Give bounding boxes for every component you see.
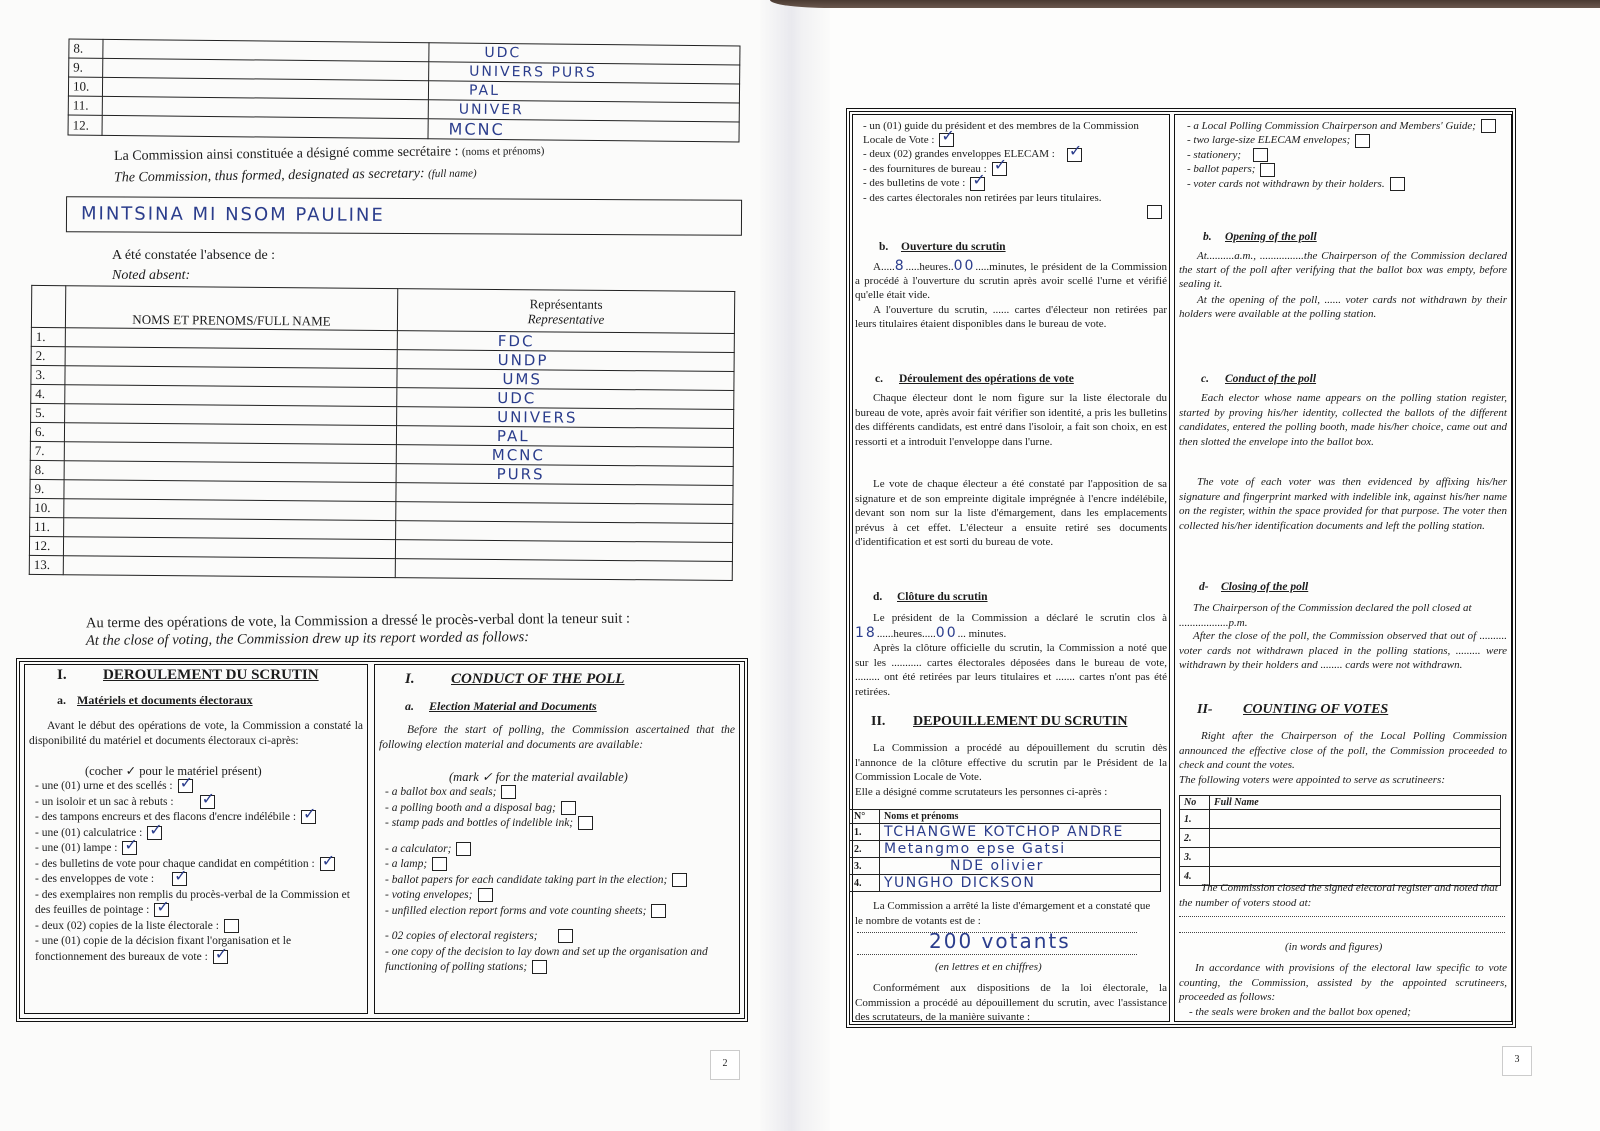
column-header-representative: Représentants Representative — [397, 289, 734, 334]
checkbox[interactable] — [532, 960, 547, 974]
table-header-row: No Full Name — [1180, 796, 1501, 810]
secretary-label-fr: La Commission ainsi constituée a désigné comme secrétaire : (noms et prénoms) — [113, 144, 545, 165]
checklist-item: - two large-size ELECAM envelopes; — [1187, 133, 1507, 147]
row-number: 9. — [69, 58, 103, 77]
checkbox[interactable] — [1253, 148, 1268, 162]
voters-count-field[interactable] — [857, 929, 1137, 955]
secretary-label-en: The Commission, thus formed, designated as secretary: (full name) — [113, 166, 477, 186]
scrutineer-name-cell[interactable] — [1210, 810, 1501, 829]
checklist-item: - unfilled election report forms and vote counting sheets; — [385, 904, 735, 920]
absent-rep-cell[interactable]: PURS — [396, 464, 733, 486]
en-subheading-d: d- Closing of the poll — [1199, 581, 1309, 593]
checkbox[interactable] — [992, 162, 1007, 176]
en-voters-hint: (in words and figures) — [1285, 941, 1383, 953]
en-scrutineers-label: The following voters were appointed to serve as scrutineers: — [1179, 774, 1446, 786]
section1-fr-column — [24, 664, 368, 1014]
table-row: 1. TCHANGWE KOTCHOP ANDRE — [850, 824, 1161, 841]
checklist-item: - un (01) guide du président et des membres de la Commission Locale de Vote :✓ — [863, 119, 1163, 147]
en-scrutineers-table — [1179, 795, 1501, 886]
checkbox[interactable] — [651, 904, 666, 918]
section1-en-instruction: (mark ✓ for the material available) — [449, 770, 628, 784]
table-row: 1. — [1180, 810, 1501, 829]
checkbox[interactable] — [558, 929, 573, 943]
table-row: 3. NDE olivier — [850, 858, 1161, 875]
secretary-field[interactable] — [66, 196, 742, 236]
voters-count-field-en[interactable] — [1179, 921, 1505, 933]
absent-label-fr: A été constatée l'absence de : — [112, 248, 276, 263]
absent-rep-cell[interactable] — [395, 559, 732, 581]
absent-rep-cell[interactable]: UDC — [397, 388, 734, 410]
member-party-cell[interactable]: MCNC — [428, 119, 739, 142]
book-gutter — [760, 0, 830, 1131]
fr-conformity-text: Conformément aux dispositions de la loi électorale, la Commission a procédé au dépouillement du scrutin, avec l'assistance des scrutateurs, de la manière suivante : — [855, 982, 1167, 1023]
table-row: 12. — [29, 536, 732, 561]
member-party-cell[interactable]: UNIVER — [428, 100, 739, 122]
member-party-cell[interactable]: UDC — [429, 43, 740, 65]
checklist-item: - a Local Polling Commission Chairperson and Members' Guide; — [1187, 119, 1507, 133]
section1-fr-intro: Avant le début des opérations de vote, la Commission a constaté la disponibilité du matériel et documents électoraux ci-après: — [29, 720, 363, 747]
fr-opening-text: A.....8.....heures..00.....minutes, le président de la Commission a procédé à l'ouverture du scrutin après avoir scellé l'urne et vérifié qu'elle était vide. — [855, 258, 1167, 301]
report-intro-fr: Au terme des opérations de vote, la Commission a dressé le procès-verbal dont la teneur suit : — [85, 610, 631, 632]
checkbox[interactable] — [501, 785, 516, 799]
scrutineer-name-cell[interactable]: TCHANGWE KOTCHOP ANDRE — [880, 824, 1161, 841]
checkbox[interactable] — [172, 872, 187, 886]
en-checklist-cont — [1187, 119, 1507, 191]
fr-voters-text: La Commission a arrêté la liste d'émargement et a constaté que le nombre de votants est de : — [855, 900, 1151, 927]
checklist-item: - a lamp; — [385, 857, 735, 873]
checkbox[interactable] — [1390, 177, 1405, 191]
fr-checklist-cont — [863, 119, 1163, 219]
en-subheading-c: c. Conduct of the poll — [1201, 373, 1317, 385]
checklist-item: - stationery; — [1187, 148, 1507, 162]
en-subheading-b: b. Opening of the poll — [1203, 231, 1317, 243]
fr-section2-heading: II. DEPOUILLEMENT DU SCRUTIN — [871, 714, 1128, 729]
checklist-item: - une (01) urne et des scellés :✓ — [35, 779, 355, 795]
checklist-item: - des enveloppes de vote :✓ — [35, 872, 355, 888]
en-conformity-text: In accordance with provisions of the electoral law specific to vote counting, the Commission, assisted by the appointed scrutineers, proceeded as follows: — [1179, 962, 1507, 1003]
checklist-item: - ballot papers for each candidate taking part in the election; — [385, 873, 735, 889]
dotted-line — [1179, 911, 1505, 917]
checklist-item: - des tampons encreurs et des flacons d'encre indélébile :✓ — [35, 810, 355, 826]
member-party-cell[interactable]: PAL — [428, 81, 739, 103]
checkbox[interactable] — [147, 826, 162, 840]
fr-opening-cards: A l'ouverture du scrutin, ...... cartes d'électeur non retirées par leurs titulaires étaient disponibles dans le bureau de vote. — [855, 304, 1167, 330]
absent-rep-cell[interactable]: FDC — [397, 331, 734, 353]
closing-minutes-value[interactable]: 00 — [935, 624, 958, 641]
voters-count-value: 200 votants — [929, 929, 1071, 953]
table-row: 13. — [29, 555, 732, 580]
page-number-left: 2 — [710, 1050, 740, 1080]
table-row: 11. — [30, 517, 733, 542]
scrutineer-name-cell[interactable]: Metangmo epse Gatsi — [880, 841, 1161, 858]
section1-en-checklist — [385, 785, 735, 976]
checkbox[interactable] — [1067, 148, 1082, 162]
checklist-item: - a calculator; — [385, 842, 735, 858]
table-header-row — [31, 285, 734, 333]
en-section2-heading: II- COUNTING OF VOTES — [1197, 702, 1389, 717]
section1-fr-heading: I. DEROULEMENT DU SCRUTIN — [57, 667, 319, 683]
table-row: 4. — [1180, 867, 1501, 886]
scrutineer-name-cell[interactable]: YUNGHO DICKSON — [880, 875, 1161, 892]
section1-en-heading: I. CONDUCT OF THE POLL — [405, 671, 625, 687]
checkbox[interactable] — [939, 133, 954, 147]
table-row: 8. PURS — [30, 460, 733, 485]
fr-conduct-p2: Le vote de chaque électeur a été constaté par l'apposition de sa signature et de son empreinte digitale imprégnée à l'encre indélébile, devant son nom sur la liste d'émargement, dans les emplacements prévus à cet effet. L'électeur a ensuite retiré ses documents d'identification et est sorti du bureau de vote. — [855, 478, 1167, 548]
background-edge — [770, 0, 1600, 8]
en-opening-text: At..........a.m., ................the Chairperson of the Commission declared the start of the poll after verifying that the ballot box was empty, before sealing it. — [1179, 250, 1507, 290]
fr-closing-text: Le président de la Commission a déclaré le scrutin clos à 18......heures.....00... minutes. — [855, 612, 1167, 641]
fr-scrutineers-table — [849, 809, 1161, 892]
row-number: 10. — [68, 77, 102, 96]
table-row: 2. Metangmo epse Gatsi — [850, 841, 1161, 858]
checklist-item: - une (01) calculatrice :✓ — [35, 826, 355, 842]
column-header-name: NOMS ET PRENOMS/FULL NAME — [65, 286, 397, 331]
right-fr-column — [852, 114, 1170, 1022]
checkbox[interactable] — [154, 903, 169, 917]
checklist-item: - stamp pads and bottles of indelible ink; — [385, 816, 735, 832]
en-counting-intro: Right after the Chairperson of the Local Polling Commission announced the effective close of the poll, the Commission proceeded to check and count the votes. — [1179, 730, 1507, 771]
closing-hours-value[interactable]: 18 — [855, 624, 877, 641]
fr-subheading-c: c. Déroulement des opérations de vote — [875, 373, 1074, 385]
section1-en-column — [374, 664, 740, 1014]
checkbox[interactable] — [213, 950, 228, 964]
table-row: 5. UNIVERS — [31, 403, 734, 428]
table-row: 2. UNDP — [31, 346, 734, 371]
table-row: 4. UDC — [31, 384, 734, 409]
page-number-right: 3 — [1502, 1046, 1532, 1076]
member-party-cell[interactable]: UNIVERS PURS — [429, 62, 740, 84]
absent-rep-cell[interactable]: MCNC — [396, 445, 733, 467]
row-number: 8. — [69, 39, 103, 58]
fr-conduct-p1: Chaque électeur dont le nom figure sur la liste électorale du bureau de vote, après avoir fait vérifier son identité, a pris les bulletins des différents candidats, est entré dans l'isoloir, a fait son choix, en est ressorti et a introduit l'enveloppe dans l'urne. — [855, 392, 1167, 448]
scrutineer-name-cell[interactable]: NDE olivier — [880, 858, 1161, 875]
fr-counting-intro: La Commission a procédé au dépouillement du scrutin dès l'annonce de la clôture effective du scrutin par le Président de la Commission Locale de Vote. — [855, 742, 1167, 783]
member-name-cell[interactable] — [102, 115, 428, 138]
checkbox[interactable] — [478, 888, 493, 902]
checkbox[interactable] — [578, 816, 593, 830]
scrutineer-name-cell[interactable] — [1210, 848, 1501, 867]
en-opening-cards: At the opening of the poll, ...... voter cards not withdrawn by their holders were available at the polling station. — [1179, 294, 1507, 320]
en-conduct-p2: The vote of each voter was then evidenced by affixing his/her signature and fingerprint marked with indelible ink, against his/her name on the register, within the space provided for that purpose. The voter then collected his/her identification documents and left the polling station. — [1179, 476, 1507, 532]
checkbox[interactable] — [970, 177, 985, 191]
absent-rep-cell[interactable]: PAL — [396, 426, 733, 448]
checklist-item: - 02 copies of electoral registers; — [385, 929, 735, 945]
table-row: 10. — [30, 498, 733, 523]
checklist-item: - deux (02) grandes enveloppes ELECAM :✓ — [863, 147, 1163, 161]
section1-fr-subheading-a: a. Matériels et documents électoraux — [57, 693, 253, 707]
checklist-item: - des cartes électorales non retirées par leurs titulaires. — [863, 191, 1163, 219]
secretary-value: MINTSINA MI NSOM PAULINE — [80, 203, 385, 226]
section1-fr-checklist — [35, 779, 355, 965]
fr-scrutineers-label: Elle a désigné comme scrutateurs les personnes ci-après : — [855, 786, 1108, 798]
table-row: 6. PAL — [30, 422, 733, 447]
en-closing-text2: After the close of the poll, the Commission observed that out of .......... voter cards not withdrawn placed in the polling stations, ......... were withdrawn by their holders and ........ cards were not withdrawn. — [1179, 630, 1507, 671]
fr-subheading-d: d. Clôture du scrutin — [873, 591, 988, 603]
checklist-item: - des exemplaires non remplis du procès-verbal de la Commission et des feuilles de pointage :✓ — [35, 888, 355, 919]
row-number: 12. — [68, 115, 102, 135]
checklist-item: - des bulletins de vote pour chaque candidat en compétition :✓ — [35, 857, 355, 873]
table-header-row: N° Noms et prénoms — [850, 810, 1161, 824]
checklist-item: - une (01) copie de la décision fixant l'organisation et le fonctionnement des bureaux de vote :✓ — [35, 934, 355, 965]
scrutineer-name-cell[interactable] — [1210, 829, 1501, 848]
checkbox[interactable] — [432, 857, 447, 871]
checklist-item: - des fournitures de bureau :✓ — [863, 162, 1163, 176]
section1-fr-instruction: (cocher ✓ pour le matériel présent) — [85, 764, 262, 778]
absent-rep-cell[interactable]: UNIVERS — [397, 407, 734, 429]
checkbox[interactable] — [301, 810, 316, 824]
checklist-item: - deux (02) copies de la liste électorale : — [35, 919, 355, 935]
en-voters-text: The Commission closed the signed electoral register and noted that the number of voters stood at: — [1179, 882, 1498, 909]
checkbox[interactable] — [672, 873, 687, 887]
absent-rep-cell[interactable]: UNDP — [397, 350, 734, 372]
en-first-step: - the seals were broken and the ballot box opened; — [1189, 1006, 1411, 1018]
table-row: 9. — [30, 479, 733, 504]
checklist-item: - ballot papers; — [1187, 162, 1507, 176]
table-row: 7. MCNC — [30, 441, 733, 466]
checklist-item: - a polling booth and a disposal bag; — [385, 801, 735, 817]
checklist-item: - un isoloir et un sac à rebuts :✓ — [35, 795, 355, 811]
checkbox[interactable] — [200, 795, 215, 809]
fr-subheading-b: b. Ouverture du scrutin — [879, 241, 1006, 253]
absent-label-en: Noted absent: — [112, 268, 191, 283]
checklist-item: - a ballot box and seals; — [385, 785, 735, 801]
section1-en-subheading-a: a. Election Material and Documents — [405, 699, 597, 713]
checkbox[interactable] — [122, 841, 137, 855]
checkbox[interactable] — [456, 842, 471, 856]
report-intro-en: At the close of voting, the Commission drew up its report worded as follows: — [85, 629, 530, 649]
table-row: 4. YUNGHO DICKSON — [850, 875, 1161, 892]
fr-closing-text2: Après la clôture officielle du scrutin, la Commission a noté que sur les ........... cartes électorales déposées dans le bureau de vote, ......... ont été retirées par leurs titulaires et ....... cartes n'ont pas été retirées. — [855, 642, 1167, 698]
checkbox[interactable] — [1481, 119, 1496, 133]
opening-hours-value[interactable]: 8 — [894, 258, 906, 274]
absent-table — [29, 285, 742, 581]
checkbox[interactable] — [1355, 134, 1370, 148]
members-table — [68, 38, 741, 142]
absent-name-cell[interactable] — [63, 556, 395, 578]
checkbox[interactable] — [1260, 163, 1275, 177]
absent-rep-cell[interactable]: UMS — [397, 369, 734, 391]
checkbox[interactable] — [1147, 205, 1162, 219]
checkbox[interactable] — [178, 779, 193, 793]
checklist-item: - une (01) lampe :✓ — [35, 841, 355, 857]
checklist-item: - voting envelopes; — [385, 888, 735, 904]
en-conduct-p1: Each elector whose name appears on the polling station register, started by proving his/her identity, collected the ballots of the different candidates, entered the polling booth, made his/her choice, came out and then slotted the envelope into the ballot box. — [1179, 392, 1507, 448]
en-closing-text1: The Chairperson of the Commission declared the poll closed at ..................p.m. — [1179, 602, 1472, 629]
section1-en-intro: Before the start of polling, the Commission ascertained that the following election material and documents are available: — [379, 724, 735, 751]
checklist-item: - voter cards not withdrawn by their holders. — [1187, 177, 1507, 191]
checklist-item: - one copy of the decision to lay down and set up the organisation and functioning of polling stations; — [385, 945, 708, 973]
table-row: 3. UMS — [31, 365, 734, 390]
fr-voters-hint: (en lettres et en chiffres) — [935, 961, 1042, 973]
table-row: 1. FDC — [31, 327, 734, 352]
opening-minutes-value[interactable]: 00 — [953, 258, 976, 274]
checkbox[interactable] — [561, 801, 576, 815]
table-row: 3. — [1180, 848, 1501, 867]
row-number: 11. — [68, 96, 102, 115]
checkbox[interactable] — [320, 857, 335, 871]
right-en-column — [1174, 114, 1512, 1022]
checkbox[interactable] — [224, 919, 239, 933]
checklist-item: - des bulletins de vote :✓ — [863, 176, 1163, 190]
table-row: 2. — [1180, 829, 1501, 848]
